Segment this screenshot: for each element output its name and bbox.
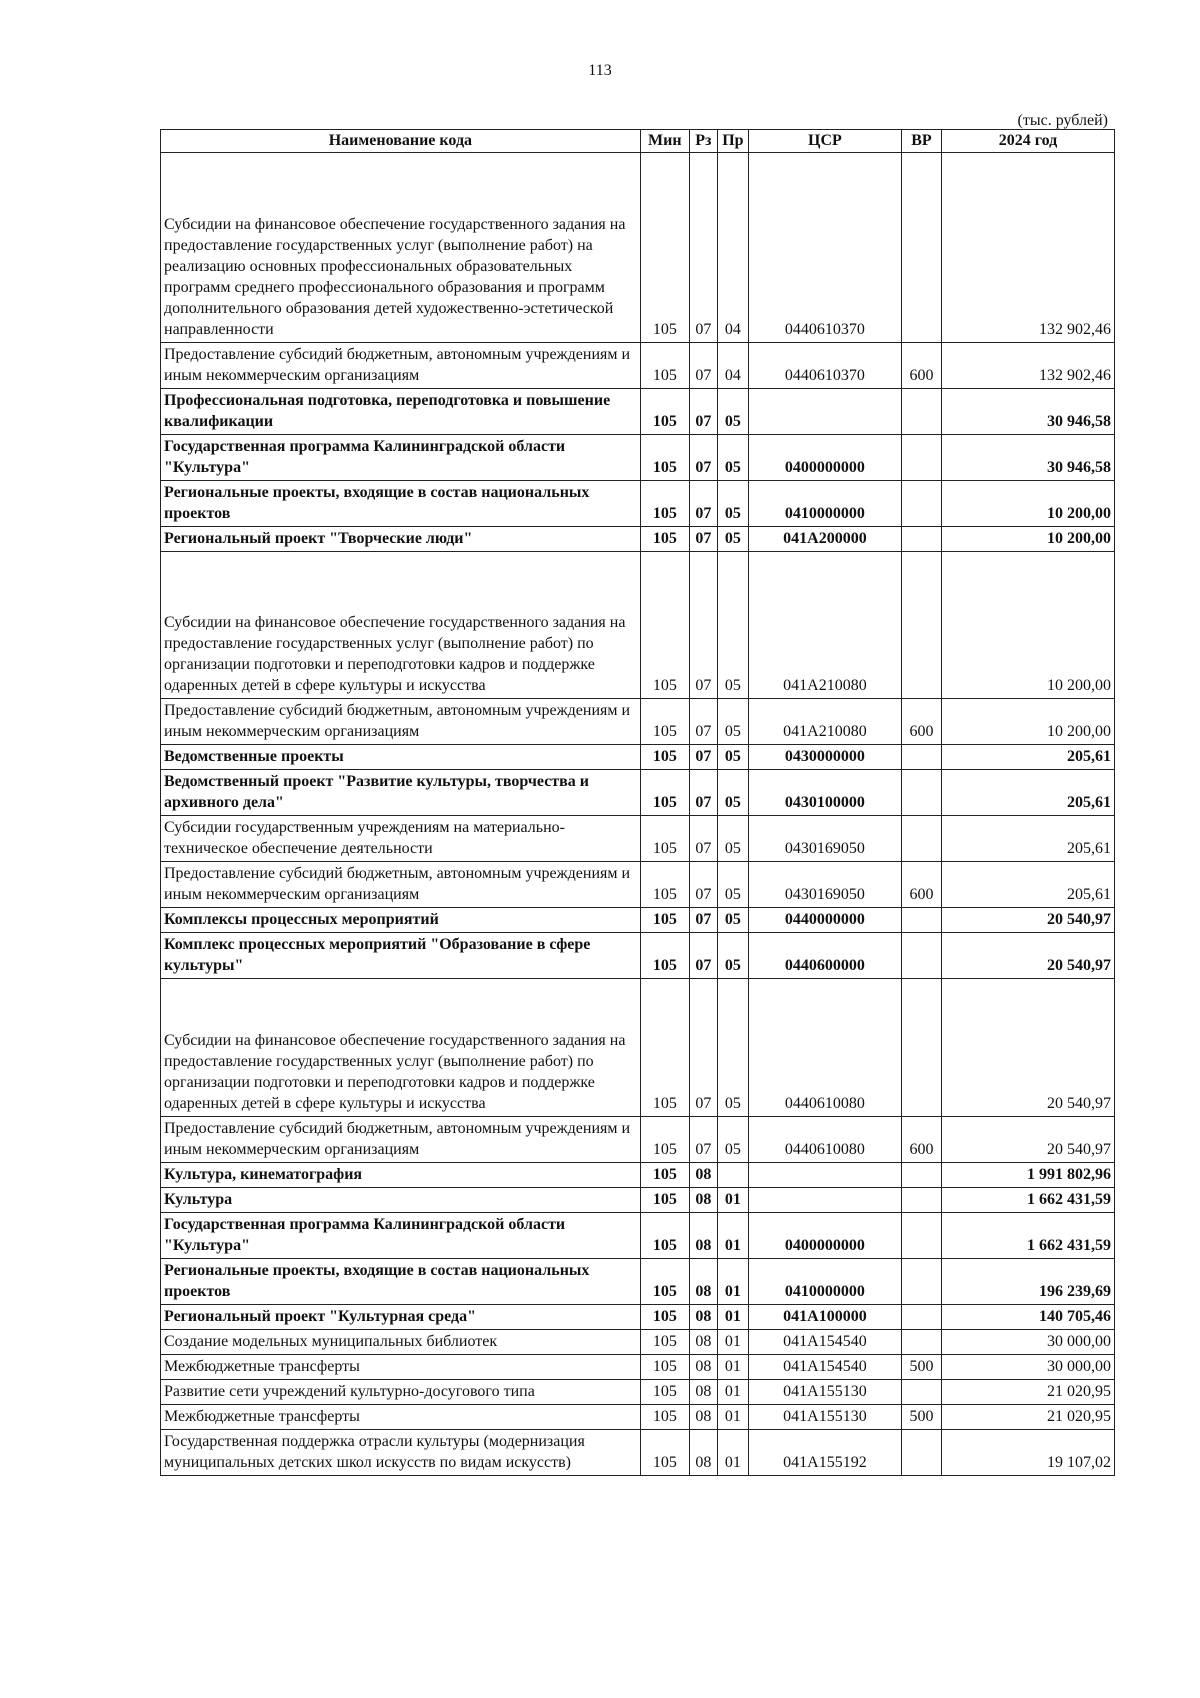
cell-name: Комплексы процессных мероприятий [161,908,641,933]
header-sum: 2024 год [942,130,1115,153]
cell-pr: 01 [717,1430,748,1476]
cell-name: Создание модельных муниципальных библиотек [161,1330,641,1355]
cell-min: 105 [640,153,689,343]
cell-name: Субсидии на финансовое обеспечение государственного задания на предоставление государственных услуг (выполнение работ) на реализацию основных профессиональных образовательных программ среднего профессионального образования и программ дополнительного образования детей художественно-эстетической направленности [161,153,641,343]
cell-pr: 05 [717,389,748,435]
header-name: Наименование кода [161,130,641,153]
cell-name: Субсидии на финансовое обеспечение государственного задания на предоставление государственных услуг (выполнение работ) по организации подготовки и переподготовки кадров и поддержке одаренных детей в сфере культуры и искусства [161,552,641,699]
cell-csr: 041А210080 [749,699,902,745]
cell-name: Профессиональная подготовка, переподготовка и повышение квалификации [161,389,641,435]
cell-vr: 600 [901,699,941,745]
cell-csr: 041А155192 [749,1430,902,1476]
cell-name: Ведомственные проекты [161,745,641,770]
cell-pr: 01 [717,1405,748,1430]
cell-pr: 01 [717,1355,748,1380]
cell-csr: 0430100000 [749,770,902,816]
cell-sum: 30 000,00 [942,1355,1115,1380]
table-row [161,816,1115,862]
cell-vr [901,389,941,435]
cell-min: 105 [640,1355,689,1380]
cell-name: Предоставление субсидий бюджетным, автономным учреждениям и иным некоммерческим организациям [161,699,641,745]
cell-rz: 08 [689,1163,717,1188]
cell-pr: 05 [717,745,748,770]
cell-min: 105 [640,1330,689,1355]
cell-sum: 1 662 431,59 [942,1213,1115,1259]
cell-min: 105 [640,1188,689,1213]
cell-csr: 0430000000 [749,745,902,770]
cell-rz: 07 [689,979,717,1117]
cell-min: 105 [640,745,689,770]
cell-name: Ведомственный проект "Развитие культуры, творчества и архивного дела" [161,770,641,816]
units-note: (тыс. рублей) [1017,112,1108,129]
cell-min: 105 [640,1305,689,1330]
cell-vr: 600 [901,1117,941,1163]
table-row [161,527,1115,552]
cell-vr [901,1305,941,1330]
cell-name: Культура, кинематография [161,1163,641,1188]
cell-vr [901,1213,941,1259]
cell-vr [901,1330,941,1355]
cell-rz: 08 [689,1213,717,1259]
cell-rz: 07 [689,816,717,862]
table-row [161,933,1115,979]
table-row [161,1163,1115,1188]
table-row [161,1355,1115,1380]
cell-csr: 041А155130 [749,1380,902,1405]
table-row [161,481,1115,527]
cell-rz: 07 [689,862,717,908]
header-vr: ВР [901,130,941,153]
cell-sum: 205,61 [942,745,1115,770]
cell-rz: 08 [689,1305,717,1330]
cell-name: Региональные проекты, входящие в состав национальных проектов [161,481,641,527]
cell-sum: 10 200,00 [942,552,1115,699]
table-header-row [161,130,1115,153]
cell-vr: 500 [901,1355,941,1380]
cell-vr: 600 [901,343,941,389]
cell-pr: 01 [717,1380,748,1405]
cell-sum: 140 705,46 [942,1305,1115,1330]
cell-pr: 04 [717,153,748,343]
cell-sum: 20 540,97 [942,933,1115,979]
cell-csr [749,1188,902,1213]
cell-vr [901,435,941,481]
cell-csr: 0410000000 [749,481,902,527]
cell-vr [901,1380,941,1405]
cell-rz: 07 [689,389,717,435]
cell-min: 105 [640,481,689,527]
table-row [161,1380,1115,1405]
cell-vr [901,552,941,699]
cell-csr [749,389,902,435]
cell-rz: 08 [689,1188,717,1213]
cell-min: 105 [640,1405,689,1430]
cell-csr [749,1163,902,1188]
cell-vr: 600 [901,862,941,908]
cell-csr: 0440610080 [749,1117,902,1163]
cell-name: Культура [161,1188,641,1213]
cell-sum: 21 020,95 [942,1380,1115,1405]
cell-csr: 0440600000 [749,933,902,979]
cell-pr: 05 [717,552,748,699]
cell-csr: 0440610370 [749,343,902,389]
table-row [161,862,1115,908]
cell-pr: 01 [717,1305,748,1330]
cell-rz: 07 [689,481,717,527]
cell-min: 105 [640,933,689,979]
budget-table [160,129,1115,1476]
cell-vr [901,908,941,933]
cell-sum: 20 540,97 [942,979,1115,1117]
table-row [161,1259,1115,1305]
cell-csr: 0440000000 [749,908,902,933]
cell-pr: 05 [717,933,748,979]
cell-pr: 05 [717,481,748,527]
table-row [161,153,1115,343]
cell-pr: 01 [717,1188,748,1213]
cell-min: 105 [640,389,689,435]
cell-sum: 21 020,95 [942,1405,1115,1430]
cell-name: Комплекс процессных мероприятий "Образование в сфере культуры" [161,933,641,979]
table-row [161,435,1115,481]
cell-csr: 041А154540 [749,1330,902,1355]
cell-pr: 05 [717,1117,748,1163]
cell-sum: 132 902,46 [942,153,1115,343]
cell-pr: 05 [717,770,748,816]
cell-rz: 08 [689,1430,717,1476]
header-pr: Пр [717,130,748,153]
cell-min: 105 [640,552,689,699]
cell-min: 105 [640,1163,689,1188]
cell-rz: 07 [689,745,717,770]
table-row [161,1213,1115,1259]
page-number: 113 [588,62,612,79]
cell-sum: 19 107,02 [942,1430,1115,1476]
cell-pr: 01 [717,1330,748,1355]
cell-vr [901,153,941,343]
table-body [161,153,1115,1476]
table-row [161,745,1115,770]
cell-sum: 10 200,00 [942,527,1115,552]
cell-pr: 01 [717,1259,748,1305]
cell-vr [901,770,941,816]
cell-rz: 08 [689,1330,717,1355]
cell-name: Межбюджетные трансферты [161,1355,641,1380]
cell-sum: 10 200,00 [942,481,1115,527]
cell-csr: 0430169050 [749,816,902,862]
cell-sum: 20 540,97 [942,908,1115,933]
cell-sum: 196 239,69 [942,1259,1115,1305]
cell-vr [901,816,941,862]
cell-vr [901,1163,941,1188]
cell-name: Субсидии государственным учреждениям на материально-техническое обеспечение деятельности [161,816,641,862]
cell-rz: 08 [689,1355,717,1380]
cell-rz: 07 [689,552,717,699]
cell-csr: 0400000000 [749,435,902,481]
cell-pr: 05 [717,527,748,552]
cell-rz: 08 [689,1259,717,1305]
cell-min: 105 [640,343,689,389]
table-row [161,1305,1115,1330]
cell-rz: 07 [689,933,717,979]
cell-name: Предоставление субсидий бюджетным, автономным учреждениям и иным некоммерческим организациям [161,1117,641,1163]
cell-min: 105 [640,862,689,908]
cell-name: Развитие сети учреждений культурно-досугового типа [161,1380,641,1405]
cell-vr [901,933,941,979]
cell-sum: 20 540,97 [942,1117,1115,1163]
cell-min: 105 [640,816,689,862]
cell-pr: 05 [717,862,748,908]
cell-vr [901,527,941,552]
table-row [161,770,1115,816]
cell-sum: 30 946,58 [942,389,1115,435]
table-row [161,343,1115,389]
cell-min: 105 [640,1259,689,1305]
cell-pr: 05 [717,435,748,481]
table-row [161,552,1115,699]
cell-min: 105 [640,770,689,816]
header-csr: ЦСР [749,130,902,153]
cell-sum: 205,61 [942,862,1115,908]
table-row [161,1188,1115,1213]
cell-sum: 1 662 431,59 [942,1188,1115,1213]
cell-vr [901,1259,941,1305]
cell-pr: 05 [717,699,748,745]
cell-min: 105 [640,699,689,745]
table-row [161,699,1115,745]
table-row [161,1405,1115,1430]
cell-rz: 07 [689,153,717,343]
cell-sum: 1 991 802,96 [942,1163,1115,1188]
cell-min: 105 [640,1213,689,1259]
cell-min: 105 [640,435,689,481]
header-min: Мин [640,130,689,153]
cell-rz: 07 [689,770,717,816]
cell-name: Предоставление субсидий бюджетным, автономным учреждениям и иным некоммерческим организациям [161,862,641,908]
cell-name: Субсидии на финансовое обеспечение государственного задания на предоставление государственных услуг (выполнение работ) по организации подготовки и переподготовки кадров и поддержке одаренных детей в сфере культуры и искусства [161,979,641,1117]
cell-csr: 041А100000 [749,1305,902,1330]
cell-vr [901,745,941,770]
cell-csr: 041А200000 [749,527,902,552]
cell-sum: 10 200,00 [942,699,1115,745]
cell-rz: 07 [689,908,717,933]
cell-csr: 0440610370 [749,153,902,343]
cell-name: Государственная поддержка отрасли культуры (модернизация муниципальных детских школ искусств по видам искусств) [161,1430,641,1476]
table-row [161,979,1115,1117]
cell-rz: 07 [689,1117,717,1163]
cell-csr: 0400000000 [749,1213,902,1259]
cell-rz: 07 [689,343,717,389]
cell-rz: 07 [689,699,717,745]
table-row [161,389,1115,435]
table-row [161,1430,1115,1476]
cell-min: 105 [640,1430,689,1476]
cell-csr: 041А154540 [749,1355,902,1380]
cell-csr: 0430169050 [749,862,902,908]
cell-name: Государственная программа Калининградской области "Культура" [161,435,641,481]
cell-sum: 132 902,46 [942,343,1115,389]
cell-min: 105 [640,1380,689,1405]
cell-sum: 205,61 [942,770,1115,816]
cell-pr: 05 [717,816,748,862]
cell-rz: 08 [689,1405,717,1430]
table-row [161,1117,1115,1163]
cell-vr [901,1430,941,1476]
cell-sum: 30 000,00 [942,1330,1115,1355]
cell-min: 105 [640,979,689,1117]
cell-pr: 04 [717,343,748,389]
cell-pr: 05 [717,908,748,933]
cell-vr: 500 [901,1405,941,1430]
cell-pr: 05 [717,979,748,1117]
cell-min: 105 [640,1117,689,1163]
cell-rz: 07 [689,435,717,481]
cell-name: Государственная программа Калининградской области "Культура" [161,1213,641,1259]
cell-csr: 041А155130 [749,1405,902,1430]
table-row [161,908,1115,933]
cell-sum: 205,61 [942,816,1115,862]
header-rz: Рз [689,130,717,153]
cell-min: 105 [640,527,689,552]
cell-sum: 30 946,58 [942,435,1115,481]
table-row [161,1330,1115,1355]
cell-name: Региональные проекты, входящие в состав национальных проектов [161,1259,641,1305]
cell-pr [717,1163,748,1188]
cell-vr [901,481,941,527]
cell-name: Предоставление субсидий бюджетным, автономным учреждениям и иным некоммерческим организациям [161,343,641,389]
cell-csr: 041А210080 [749,552,902,699]
cell-name: Региональный проект "Культурная среда" [161,1305,641,1330]
cell-vr [901,979,941,1117]
cell-csr: 0410000000 [749,1259,902,1305]
cell-name: Межбюджетные трансферты [161,1405,641,1430]
cell-pr: 01 [717,1213,748,1259]
cell-vr [901,1188,941,1213]
cell-csr: 0440610080 [749,979,902,1117]
cell-rz: 07 [689,527,717,552]
cell-min: 105 [640,908,689,933]
cell-rz: 08 [689,1380,717,1405]
cell-name: Региональный проект "Творческие люди" [161,527,641,552]
